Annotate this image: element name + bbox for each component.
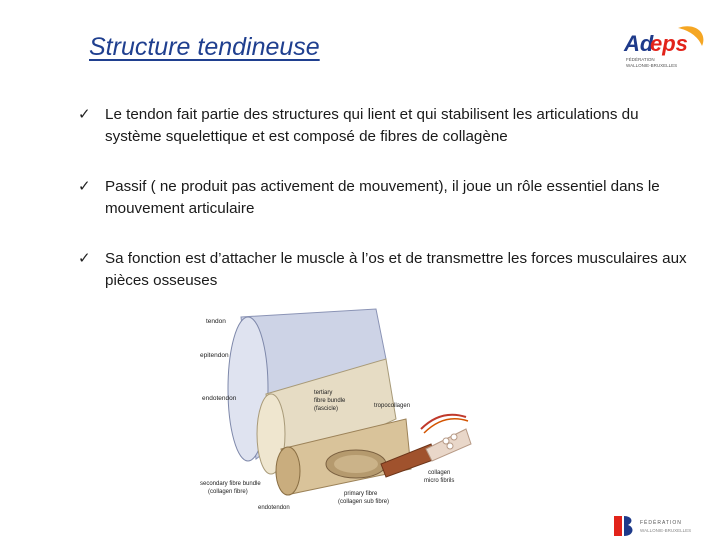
label-tertiary-3: (fascicle) xyxy=(314,406,339,412)
bullet-item xyxy=(78,176,698,220)
bullet-item xyxy=(78,104,698,148)
label-epitendon: epitendon xyxy=(200,352,229,359)
label-tertiary-1: tertiary xyxy=(314,390,333,396)
label-endotendon-bottom: endotendon xyxy=(258,505,290,511)
svg-text:eps: eps xyxy=(650,31,688,56)
bullet-list xyxy=(78,104,698,320)
svg-text:Ad: Ad xyxy=(624,31,654,56)
label-secondary-2: (collagen fibre) xyxy=(208,489,248,495)
slide-title: Structure tendineuse xyxy=(89,33,320,61)
svg-text:FÉDÉRATION: FÉDÉRATION xyxy=(626,57,655,62)
label-collagen-1: collagen xyxy=(428,470,451,476)
svg-text:FÉDÉRATION: FÉDÉRATION xyxy=(640,520,682,526)
bullet-text: Passif ( ne produit pas activement de mouvement), il joue un rôle essentiel dans le mouvement articulaire xyxy=(105,178,660,217)
bullet-text: Le tendon fait partie des structures qui lient et qui stabilisent les articulations du système squelettique et est composé de fibres de collagène xyxy=(105,106,639,145)
label-secondary-1: secondary fibre bundle xyxy=(200,481,261,487)
svg-text:WALLONIE-BRUXELLES: WALLONIE-BRUXELLES xyxy=(626,63,678,68)
tendon-structure-diagram xyxy=(196,299,479,519)
checkmark-icon: ✓ xyxy=(78,250,91,267)
svg-text:WALLONIE-BRUXELLES: WALLONIE-BRUXELLES xyxy=(640,528,692,533)
label-endotendon-top: endotendon xyxy=(202,395,237,402)
adeps-logo xyxy=(620,24,710,72)
checkmark-icon: ✓ xyxy=(78,178,91,195)
federation-wb-logo xyxy=(610,512,710,540)
label-tropocollagen: tropocollagen xyxy=(374,403,411,409)
label-collagen-2: micro fibrils xyxy=(424,478,455,484)
label-primary-1: primary fibre xyxy=(344,491,378,497)
bullet-item xyxy=(78,248,698,292)
label-primary-2: (collagen sub fibre) xyxy=(338,499,390,505)
label-tendon: tendon xyxy=(206,318,226,325)
bullet-text: Sa fonction est d’attacher le muscle à l’os et de transmettre les forces musculaires aux pièces osseuses xyxy=(105,250,687,289)
label-tertiary-2: fibre bundle xyxy=(314,398,346,404)
checkmark-icon: ✓ xyxy=(78,106,91,123)
